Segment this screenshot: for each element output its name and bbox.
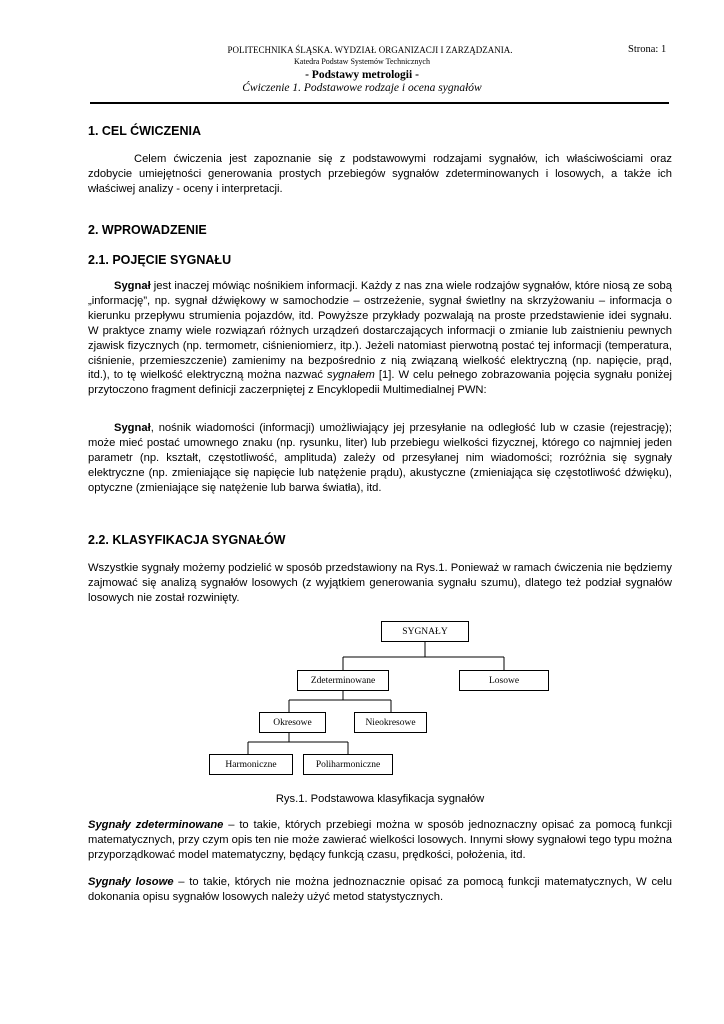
diagram-node-deterministic: Zdeterminowane (297, 670, 389, 691)
signal-concept-text-b: [1]. W celu pełnego zobrazowania pojęcia sygnału poniżej przytoczono fragment definicji zaczerpniętej z Encyklopedii Multimedialnej PWN: (88, 369, 673, 397)
diagram-node-harmonic: Harmoniczne (209, 754, 293, 775)
figure-caption: Rys.1. Podstawowa klasyfikacja sygnałów (275, 793, 485, 805)
section-2-1-heading: 2.1. POJĘCIE SYGNAŁU (88, 253, 232, 267)
random-definition-text: – to takie, których nie można jednoznacznie opisać za pomocą funkcji matematycznych, W celu dokonania opisu sygnałów losowych należy użyć metod statystycznych. (88, 876, 672, 903)
pwn-definition-text: , nośnik wiadomości (informacji) umożliwiający jej przesyłanie na odległość lub w czasie (rejestrację); może mieć postać umownego znaku (np. rysunku, liter) lub przebiegu wielkości fizycznej, którego co najmniej jeden parametr (np. kształt, częstotliwość, amplituda) zależy od przesyłanej nim wiadomości; rozróżnia się sygnały elektryczne (np. zmieniające się napięcie lub natężenie prądu), akustyczne (zmieniająca się częstotliwość dźwięku), optyczne (zmieniające się natężenie lub barwa światła), itd. (88, 422, 672, 494)
deterministic-definition-text: – to takie, których przebiegi można w sposób jednoznaczny opisać za pomocą funkcji matematycznych, przy czym opis ten nie może zawierać wielkości losowych. Innymi słowy sygnałowi tego typu można przyporządkować model matematyczny, będący funkcją czasu, prędkości, położenia, itd. (88, 819, 672, 861)
header-exercise: Ćwiczenie 1. Podstawowe rodzaje i ocena sygnałów (242, 82, 482, 94)
signal-term: Sygnał (114, 280, 151, 292)
diagram-node-periodic: Okresowe (259, 712, 326, 733)
section-1-paragraph: Celem ćwiczenia jest zapoznanie się z podstawowymi rodzajami sygnałów, ich właściwościami oraz zdobycie umiejętności generowania prostych przebiegów sygnałów zdeterminowanych i losowych, a także ich właściwej analizy - oceny i interpretacji. (88, 153, 672, 195)
header-subject: - Podstawy metrologii - (305, 69, 419, 81)
section-2-2-heading: 2.2. KLASYFIKACJA SYGNAŁÓW (88, 533, 286, 547)
random-term: Sygnały losowe (88, 876, 174, 888)
diagram-node-nonperiodic: Nieokresowe (354, 712, 427, 733)
section-2-heading: 2. WPROWADZENIE (88, 223, 207, 237)
header-university: POLITECHNIKA ŚLĄSKA. WYDZIAŁ ORGANIZACJI I ZARZĄDZANIA. (227, 45, 513, 55)
deterministic-term: Sygnały zdeterminowane (88, 819, 224, 831)
header-department: Katedra Podstaw Systemów Technicznych (294, 57, 430, 66)
signal-concept-text-a: jest inaczej mówiąc nośnikiem informacji. Każdy z nas zna wiele rodzajów sygnałów, które niosą ze sobą „informację”, np. sygnał dźwiękowy w samochodzie – ostrzeżenie, sygnał świetlny na skrzyżowaniu – informacja o kierunku przepływu strumienia pojazdów, itd. Powyższe przykłady pozwalają na proste przedstawienie idei sygnału. W praktyce znamy wiele rozwiązań różnych urządzeń dostarczających informacji o zmianie lub zaistnieniu pewnych zjawisk fizycznych (np. termometr, ciśnieniomierz, itp.). Jeżeli natomiast pierwotną postać tej informacji (temperatura, ciśnienie, przemieszczenie) zamienimy na bezpośrednio z nią związaną wielkość elektryczną (np. napięcie, prąd, itd.), to tę wielkość elektryczną można nazwać (88, 280, 672, 382)
page-number: Strona: 1 (628, 44, 667, 55)
signal-italic-term: sygnałem (326, 369, 375, 382)
deterministic-definition (88, 818, 672, 863)
diagram-node-polyharmonic: Poliharmoniczne (303, 754, 393, 775)
random-definition (88, 875, 672, 905)
classification-paragraph: Wszystkie sygnały możemy podzielić w sposób przedstawiony na Rys.1. Ponieważ w ramach ćwiczenia nie będziemy zajmować się analizą sygnałów losowych (z wyjątkiem generowania sygnału szumu), dlatego też podział sygnałów losowych nie został rozwinięty. (88, 562, 672, 604)
pwn-signal-term: Sygnał (114, 422, 151, 434)
diagram-node-signals: SYGNAŁY (381, 621, 469, 642)
diagram-node-random: Losowe (459, 670, 549, 691)
section-1-heading: 1. CEL ĆWICZENIA (88, 124, 201, 138)
